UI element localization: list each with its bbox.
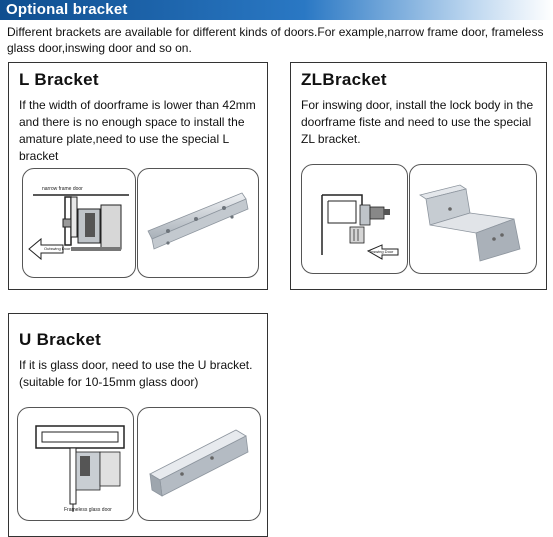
- zl-bracket-photo: [409, 164, 537, 274]
- card-description: For inswing door, install the lock body in the doorframe fiste and need to use the special ZL bracket.: [301, 98, 534, 146]
- u-bracket-diagram: [17, 407, 134, 521]
- card-title: U Bracket: [19, 330, 102, 349]
- card-l-bracket: [8, 62, 268, 290]
- card-title: L Bracket: [19, 70, 99, 89]
- l-bracket-photo: [137, 168, 259, 278]
- section-title: Optional bracket: [6, 1, 128, 18]
- diagram-label-inswing: Inswing Door: [370, 249, 394, 254]
- card-description: If the width of doorframe is lower than 42mm and there is no enough space to install the amature plate,need to use the special L bracket: [19, 98, 256, 163]
- l-bracket-diagram: [22, 168, 136, 278]
- intro-text: Different brackets are available for different kinds of doors.For example,narrow frame door, frameless glass door,inswing door and so on.: [7, 25, 544, 55]
- card-zl-bracket: [290, 62, 547, 290]
- diagram-label-frameless: Frameless glass door: [64, 507, 112, 513]
- diagram-label-outswing: Outswing Door: [44, 246, 71, 251]
- u-bracket-photo: [137, 407, 261, 521]
- card-description: If it is glass door, need to use the U bracket. (suitable for 10-15mm glass door): [19, 358, 253, 389]
- card-title: ZLBracket: [301, 70, 387, 89]
- card-u-bracket: [8, 313, 268, 537]
- diagram-label-narrow-frame: narrow frame door: [42, 186, 83, 192]
- zl-bracket-diagram: [301, 164, 408, 274]
- section-header-bar: [0, 0, 553, 20]
